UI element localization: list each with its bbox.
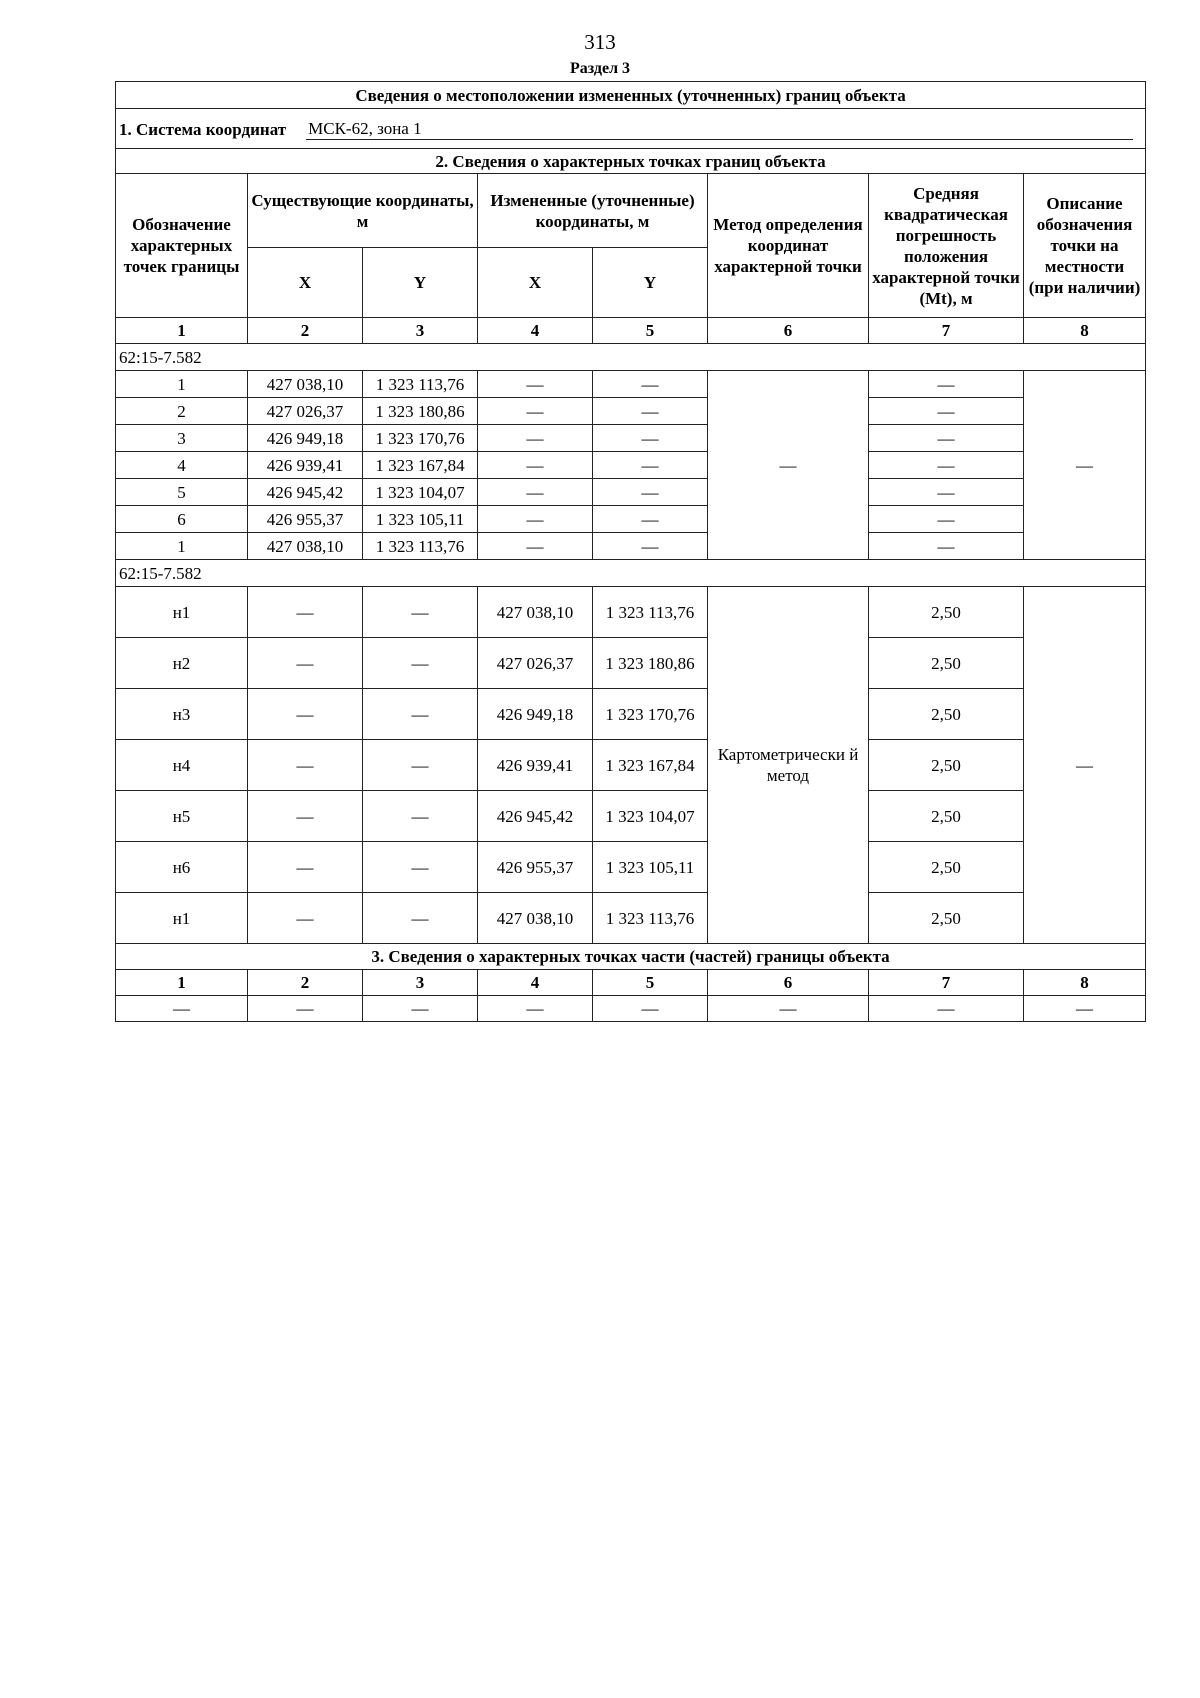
table-row [116, 740, 1146, 791]
table-row [116, 893, 1146, 944]
point-id: н6 [116, 842, 248, 893]
error-cell: 2,50 [869, 638, 1024, 689]
description-cell: — [1024, 587, 1146, 944]
boundary-table [115, 81, 1146, 1022]
table-row [116, 425, 1146, 452]
header-existing-x: X [248, 248, 363, 318]
error-cell: — [869, 371, 1024, 398]
coord-system-row [116, 109, 1146, 149]
existing-y: 1 323 180,86 [363, 398, 478, 425]
changed-x: 426 939,41 [478, 740, 593, 791]
point-id: н3 [116, 689, 248, 740]
point-id: н5 [116, 791, 248, 842]
header-designation: Обозначение характерных точек границы [116, 174, 248, 318]
column-numbers-row [116, 318, 1146, 344]
empty-cell: — [869, 996, 1024, 1022]
table-row [116, 587, 1146, 638]
existing-y: 1 323 104,07 [363, 479, 478, 506]
changed-x: — [478, 425, 593, 452]
existing-x: 426 939,41 [248, 452, 363, 479]
existing-x: 427 038,10 [248, 533, 363, 560]
table-row [116, 533, 1146, 560]
point-id: 2 [116, 398, 248, 425]
header-error: Средняя квадратическая погрешность положения характерной точки (Mt), м [869, 174, 1024, 318]
existing-x: 427 038,10 [248, 371, 363, 398]
error-cell: — [869, 533, 1024, 560]
method-cell: — [708, 371, 869, 560]
existing-x: 426 949,18 [248, 425, 363, 452]
part2-title: 2. Сведения о характерных точках границ объекта [116, 149, 1146, 174]
error-cell: 2,50 [869, 842, 1024, 893]
col-number: 4 [478, 318, 593, 344]
column-numbers-row [116, 970, 1146, 996]
changed-x: 427 038,10 [478, 587, 593, 638]
existing-x: — [248, 587, 363, 638]
header-description: Описание обозначения точки на местности (при наличии) [1024, 174, 1146, 318]
existing-y: — [363, 791, 478, 842]
part3-title: 3. Сведения о характерных точках части (частей) границы объекта [116, 944, 1146, 970]
error-cell: 2,50 [869, 740, 1024, 791]
existing-y: 1 323 167,84 [363, 452, 478, 479]
table-row [116, 479, 1146, 506]
error-cell: 2,50 [869, 587, 1024, 638]
col-number: 3 [363, 318, 478, 344]
point-id: н2 [116, 638, 248, 689]
page-number: 313 [584, 30, 616, 54]
existing-y: — [363, 689, 478, 740]
col-number: 2 [248, 318, 363, 344]
point-id: 1 [116, 371, 248, 398]
coord-system-value: МСК-62, зона 1 [306, 118, 1133, 140]
changed-y: — [593, 506, 708, 533]
point-id: 5 [116, 479, 248, 506]
col-number: 6 [708, 318, 869, 344]
error-cell: — [869, 425, 1024, 452]
col-number: 1 [116, 970, 248, 996]
changed-x: 426 949,18 [478, 689, 593, 740]
table-row [116, 398, 1146, 425]
existing-y: — [363, 893, 478, 944]
existing-y: — [363, 587, 478, 638]
changed-x: — [478, 533, 593, 560]
existing-x: — [248, 740, 363, 791]
empty-cell: — [593, 996, 708, 1022]
empty-cell: — [116, 996, 248, 1022]
table-row [116, 506, 1146, 533]
point-id: 4 [116, 452, 248, 479]
col-number: 7 [869, 970, 1024, 996]
existing-x: 426 955,37 [248, 506, 363, 533]
header-changed-coords: Измененные (уточненные) координаты, м [478, 174, 708, 248]
col-number: 1 [116, 318, 248, 344]
existing-y: 1 323 113,76 [363, 371, 478, 398]
existing-x: 427 026,37 [248, 398, 363, 425]
changed-x: 427 026,37 [478, 638, 593, 689]
point-id: 3 [116, 425, 248, 452]
changed-y: 1 323 105,11 [593, 842, 708, 893]
error-cell: — [869, 398, 1024, 425]
existing-y: — [363, 842, 478, 893]
col-number: 5 [593, 970, 708, 996]
changed-x: — [478, 452, 593, 479]
col-number: 7 [869, 318, 1024, 344]
changed-y: — [593, 533, 708, 560]
table-row [116, 452, 1146, 479]
coord-system-label: 1. Система координат [119, 119, 287, 139]
changed-y: — [593, 371, 708, 398]
error-cell: 2,50 [869, 689, 1024, 740]
col-number: 8 [1024, 318, 1146, 344]
existing-y: — [363, 638, 478, 689]
changed-y: 1 323 170,76 [593, 689, 708, 740]
table-row [116, 842, 1146, 893]
header-method: Метод определения координат характерной точки [708, 174, 869, 318]
changed-y: 1 323 113,76 [593, 587, 708, 638]
changed-x: 426 945,42 [478, 791, 593, 842]
existing-x: — [248, 689, 363, 740]
empty-cell: — [363, 996, 478, 1022]
point-id: н1 [116, 587, 248, 638]
table-title: Сведения о местоположении измененных (уточненных) границ объекта [116, 82, 1146, 109]
col-number: 5 [593, 318, 708, 344]
table-row [116, 689, 1146, 740]
existing-x: — [248, 791, 363, 842]
empty-cell: — [248, 996, 363, 1022]
table-row [116, 996, 1146, 1022]
changed-y: 1 323 180,86 [593, 638, 708, 689]
col-number: 6 [708, 970, 869, 996]
empty-cell: — [1024, 996, 1146, 1022]
table-row [116, 791, 1146, 842]
changed-y: — [593, 452, 708, 479]
changed-x: — [478, 479, 593, 506]
existing-y: — [363, 740, 478, 791]
block2-label: 62:15-7.582 [116, 560, 1146, 587]
header-changed-x: X [478, 248, 593, 318]
error-cell: — [869, 506, 1024, 533]
point-id: н1 [116, 893, 248, 944]
col-number: 2 [248, 970, 363, 996]
changed-y: — [593, 425, 708, 452]
error-cell: 2,50 [869, 791, 1024, 842]
section-title: Раздел 3 [569, 60, 631, 77]
existing-x: — [248, 842, 363, 893]
point-id: 1 [116, 533, 248, 560]
col-number: 8 [1024, 970, 1146, 996]
existing-y: 1 323 105,11 [363, 506, 478, 533]
changed-y: 1 323 167,84 [593, 740, 708, 791]
error-cell: 2,50 [869, 893, 1024, 944]
table-row [116, 371, 1146, 398]
error-cell: — [869, 452, 1024, 479]
description-cell: — [1024, 371, 1146, 560]
changed-x: — [478, 506, 593, 533]
col-number: 4 [478, 970, 593, 996]
existing-x: — [248, 893, 363, 944]
method-cell: Картометрически й метод [708, 587, 869, 944]
existing-y: 1 323 113,76 [363, 533, 478, 560]
existing-x: — [248, 638, 363, 689]
point-id: н4 [116, 740, 248, 791]
changed-x: — [478, 398, 593, 425]
point-id: 6 [116, 506, 248, 533]
empty-cell: — [708, 996, 869, 1022]
header-existing-coords: Существующие координаты, м [248, 174, 478, 248]
header-existing-y: Y [363, 248, 478, 318]
changed-x: 426 955,37 [478, 842, 593, 893]
col-number: 3 [363, 970, 478, 996]
changed-x: 427 038,10 [478, 893, 593, 944]
error-cell: — [869, 479, 1024, 506]
changed-y: — [593, 398, 708, 425]
block1-label: 62:15-7.582 [116, 344, 1146, 371]
changed-y: 1 323 113,76 [593, 893, 708, 944]
changed-y: — [593, 479, 708, 506]
changed-y: 1 323 104,07 [593, 791, 708, 842]
existing-y: 1 323 170,76 [363, 425, 478, 452]
empty-cell: — [478, 996, 593, 1022]
header-changed-y: Y [593, 248, 708, 318]
existing-x: 426 945,42 [248, 479, 363, 506]
changed-x: — [478, 371, 593, 398]
table-row [116, 638, 1146, 689]
